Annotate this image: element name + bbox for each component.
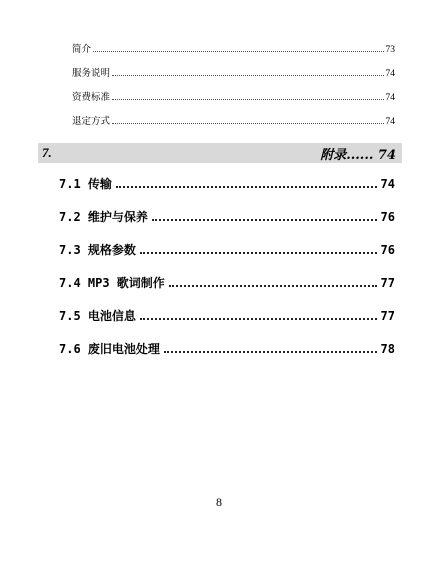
toc-sub-entry[interactable] [72,116,395,140]
toc-entry-label: 7.2 维护与保养 [59,210,148,224]
toc-entry[interactable] [59,176,395,209]
toc-sub-entry-label: 退定方式 [72,116,111,127]
toc-entry-page: 77 [380,276,395,290]
toc-sub-entry-label: 资费标准 [72,92,111,103]
toc-entry[interactable] [59,341,395,374]
toc-sub-entry[interactable] [72,68,395,92]
toc-entry[interactable] [59,275,395,308]
toc-entry-label: 7.5 电池信息 [59,309,136,323]
toc-sub-entry-label: 简介 [72,44,92,55]
toc-entry-label: 7.3 规格参数 [59,243,136,257]
toc-sub-entry-page: 74 [385,117,395,127]
toc-leader-dots [112,74,383,76]
toc-entry-label: 7.4 MP3 歌词制作 [59,276,165,290]
toc-chapter-heading[interactable] [38,143,402,163]
toc-leader-dots [112,98,383,100]
toc-leader-dots [169,284,377,287]
toc-sub-entry-page: 73 [385,45,395,55]
toc-sub-entry-page: 74 [385,93,395,103]
toc-leader-dots [93,50,383,52]
toc-entry-page: 76 [380,243,395,257]
toc-sub-entry-page: 74 [385,69,395,79]
toc-entry[interactable] [59,308,395,341]
toc-entry[interactable] [59,209,395,242]
toc-entry-page: 77 [380,309,395,323]
toc-sub-entry[interactable] [72,92,395,116]
toc-leader-dots [140,251,377,254]
toc-sub-entry[interactable] [72,44,395,68]
toc-sub-entries [72,44,395,140]
chapter-title: 附录...... 74 [320,147,396,163]
toc-leader-dots [112,122,383,124]
chapter-number: 7. [42,145,52,160]
toc-sub-entry-label: 服务说明 [72,68,111,79]
toc-entry[interactable] [59,242,395,275]
toc-leader-dots [152,218,377,221]
toc-entry-label: 7.6 废旧电池处理 [59,342,160,356]
toc-leader-dots [116,185,377,188]
toc-entry-page: 74 [380,177,395,191]
toc-main-entries [59,176,395,374]
toc-entry-page: 78 [380,342,395,356]
page-number: 8 [216,495,222,509]
toc-entry-page: 76 [380,210,395,224]
toc-leader-dots [164,350,377,353]
toc-leader-dots [140,317,377,320]
toc-entry-label: 7.1 传输 [59,177,112,191]
